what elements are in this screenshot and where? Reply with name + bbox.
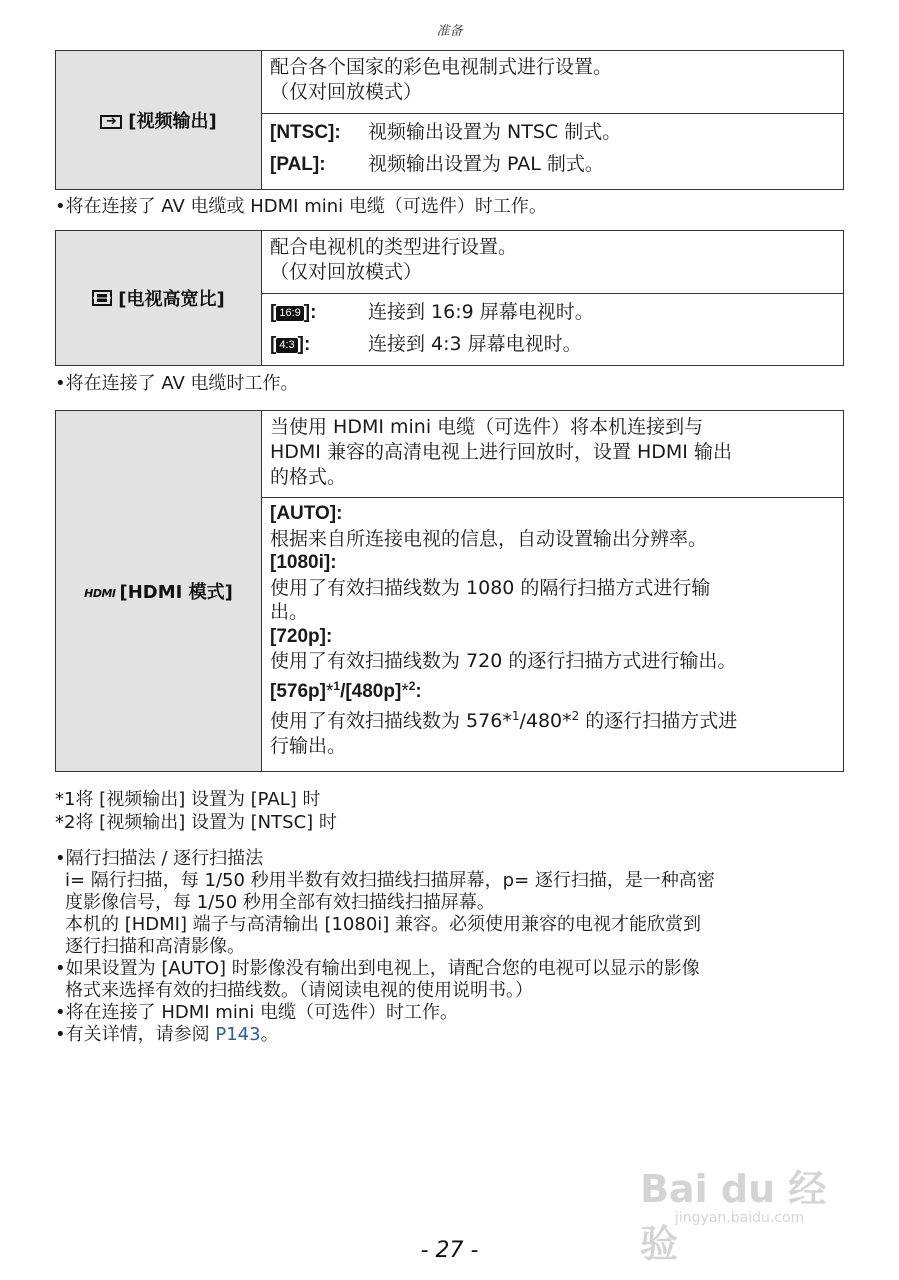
option-1080i-key: [1080i]: <box>270 552 337 573</box>
hdmi-mode-label: [HDMI 模式] <box>119 582 233 603</box>
bracket-open: [ <box>270 302 277 323</box>
footnote-2: *2将 [视频输出] 设置为 [NTSC] 时 <box>55 812 337 833</box>
option-pal-key: [PAL]: <box>270 154 326 175</box>
tv-aspect-icon <box>92 290 112 311</box>
hdmi-options-cell <box>262 498 844 772</box>
option-pal-text: 视频输出设置为 PAL 制式。 <box>368 153 604 175</box>
asterisk: * <box>325 680 334 702</box>
option-4-3-key <box>270 332 368 357</box>
option-ntsc-key: [NTSC]: <box>270 122 341 143</box>
section-header: 准备 <box>436 24 463 39</box>
footnote-1: *1将 [视频输出] 设置为 [PAL] 时 <box>55 789 321 810</box>
video-out-table <box>55 50 844 190</box>
asterisk: * <box>502 710 512 732</box>
option-auto-key: [AUTO]: <box>270 503 343 524</box>
note-hdmi-cable: •将在连接了 HDMI mini 电缆（可选件）时工作。 <box>55 1002 458 1023</box>
note-interlace-line4: 逐行扫描和高清影像。 <box>65 936 245 957</box>
asterisk: * <box>562 710 572 732</box>
hdmi-mode-table <box>55 410 844 772</box>
hdmi-mode-desc-cell <box>262 411 844 498</box>
page-link-p143[interactable]: P143 <box>215 1024 261 1045</box>
option-1080i-text2: 出。 <box>270 601 309 623</box>
tv-aspect-label-cell <box>56 231 262 366</box>
tv-aspect-note: •将在连接了 AV 电缆时工作。 <box>55 373 299 394</box>
note-interlace-line3: 本机的 [HDMI] 端子与高清输出 [1080i] 兼容。必须使用兼容的电视才能欣赏到 <box>65 914 702 935</box>
note-auto-line1: •如果设置为 [AUTO] 时影像没有输出到电视上，请配合您的电视可以显示的影像 <box>55 958 700 979</box>
watermark-url: jingyan.baidu.com <box>675 1210 805 1226</box>
video-out-label-cell <box>56 51 262 190</box>
ratio-16-9-icon: 16:9 <box>276 306 303 321</box>
ratio-4-3-icon: 4:3 <box>276 338 297 353</box>
hdmi-desc-line2: HDMI 兼容的高清电视上进行回放时，设置 HDMI 输出 <box>270 441 732 463</box>
video-out-label: [视频输出] <box>128 111 217 132</box>
bracket-open: [ <box>270 334 277 355</box>
page-number: - 27 - <box>420 1238 479 1263</box>
option-4-3 <box>270 332 835 357</box>
video-out-note: •将在连接了 AV 电缆或 HDMI mini 电缆（可选件）时工作。 <box>55 196 547 217</box>
option-720p-text: 使用了有效扫描线数为 720 的逐行扫描方式进行输出。 <box>270 650 737 672</box>
option-auto-text: 根据来自所连接电视的信息，自动设置输出分辨率。 <box>270 527 708 550</box>
slash: / <box>340 680 346 702</box>
note-interlace-line1: i= 隔行扫描，每 1/50 秒用半数有效扫描线扫描屏幕，p= 逐行扫描，是一种高密 <box>65 870 715 891</box>
note-interlace-line2: 度影像信号，每 1/50 秒用全部有效扫描线扫描屏幕。 <box>65 892 495 913</box>
footnote-ref-1: 1 <box>333 678 341 693</box>
option-ntsc-text: 视频输出设置为 NTSC 制式。 <box>368 121 622 143</box>
tv-aspect-desc-cell <box>262 231 844 294</box>
notes-block <box>55 848 845 1046</box>
note-auto-line2: 格式来选择有效的扫描线数。（请阅读电视的使用说明书。） <box>65 980 533 1001</box>
option-16-9 <box>270 300 835 325</box>
text-part: /480 <box>519 710 563 732</box>
tv-aspect-table <box>55 230 844 366</box>
video-out-desc: 配合各个国家的彩色电视制式进行设置。 <box>270 56 613 78</box>
colon: : <box>415 680 422 702</box>
note-details <box>55 1024 845 1046</box>
key-480p: [480p] <box>345 680 402 702</box>
note-details-end: 。 <box>260 1024 279 1045</box>
option-576p-text2: 行输出。 <box>270 734 347 757</box>
option-16-9-text: 连接到 16:9 屏幕电视时。 <box>368 301 594 323</box>
note-details-text: •有关详情，请参阅 <box>55 1024 216 1045</box>
bracket-close: ]: <box>297 334 311 355</box>
text-part: 使用了有效扫描线数为 576 <box>270 710 503 732</box>
hdmi-mode-label-cell <box>56 411 262 772</box>
tv-aspect-desc2: （仅对回放模式） <box>270 261 423 283</box>
tv-aspect-desc: 配合电视机的类型进行设置。 <box>270 236 518 258</box>
option-ntsc <box>270 120 835 145</box>
footnote-ref-2: 2 <box>408 678 416 693</box>
video-out-desc2: （仅对回放模式） <box>270 81 423 103</box>
video-out-icon: ➜ <box>100 115 122 129</box>
option-pal <box>270 152 835 177</box>
option-576p-480p-key <box>270 674 835 705</box>
hdmi-desc-line1: 当使用 HDMI mini 电缆（可选件）将本机连接到与 <box>270 416 704 438</box>
baidu-watermark <box>640 1150 850 1266</box>
text-part: 的逐行扫描方式进 <box>579 710 738 732</box>
video-out-desc-cell <box>262 51 844 114</box>
note-interlace-title: •隔行扫描法 / 逐行扫描法 <box>55 848 264 869</box>
hdmi-logo-icon: HDMI <box>84 586 116 600</box>
watermark-main: Bai du 经验 <box>640 1167 827 1266</box>
video-out-options-cell <box>262 114 844 190</box>
tv-aspect-label: [电视高宽比] <box>118 289 225 310</box>
key-576p: [576p] <box>270 680 326 702</box>
bracket-close: ]: <box>303 302 317 323</box>
hdmi-desc-line3: 的格式。 <box>270 466 347 488</box>
option-4-3-text: 连接到 4:3 屏幕电视时。 <box>368 333 582 355</box>
option-16-9-key <box>270 300 368 325</box>
footnote-ref-1: 1 <box>511 709 520 723</box>
footnote-ref-2: 2 <box>571 709 580 723</box>
option-1080i-text1: 使用了有效扫描线数为 1080 的隔行扫描方式进行输 <box>270 576 711 599</box>
option-720p-key: [720p]: <box>270 625 333 647</box>
tv-aspect-options-cell <box>262 294 844 366</box>
option-576p-text1 <box>270 704 835 734</box>
asterisk: * <box>401 680 409 702</box>
